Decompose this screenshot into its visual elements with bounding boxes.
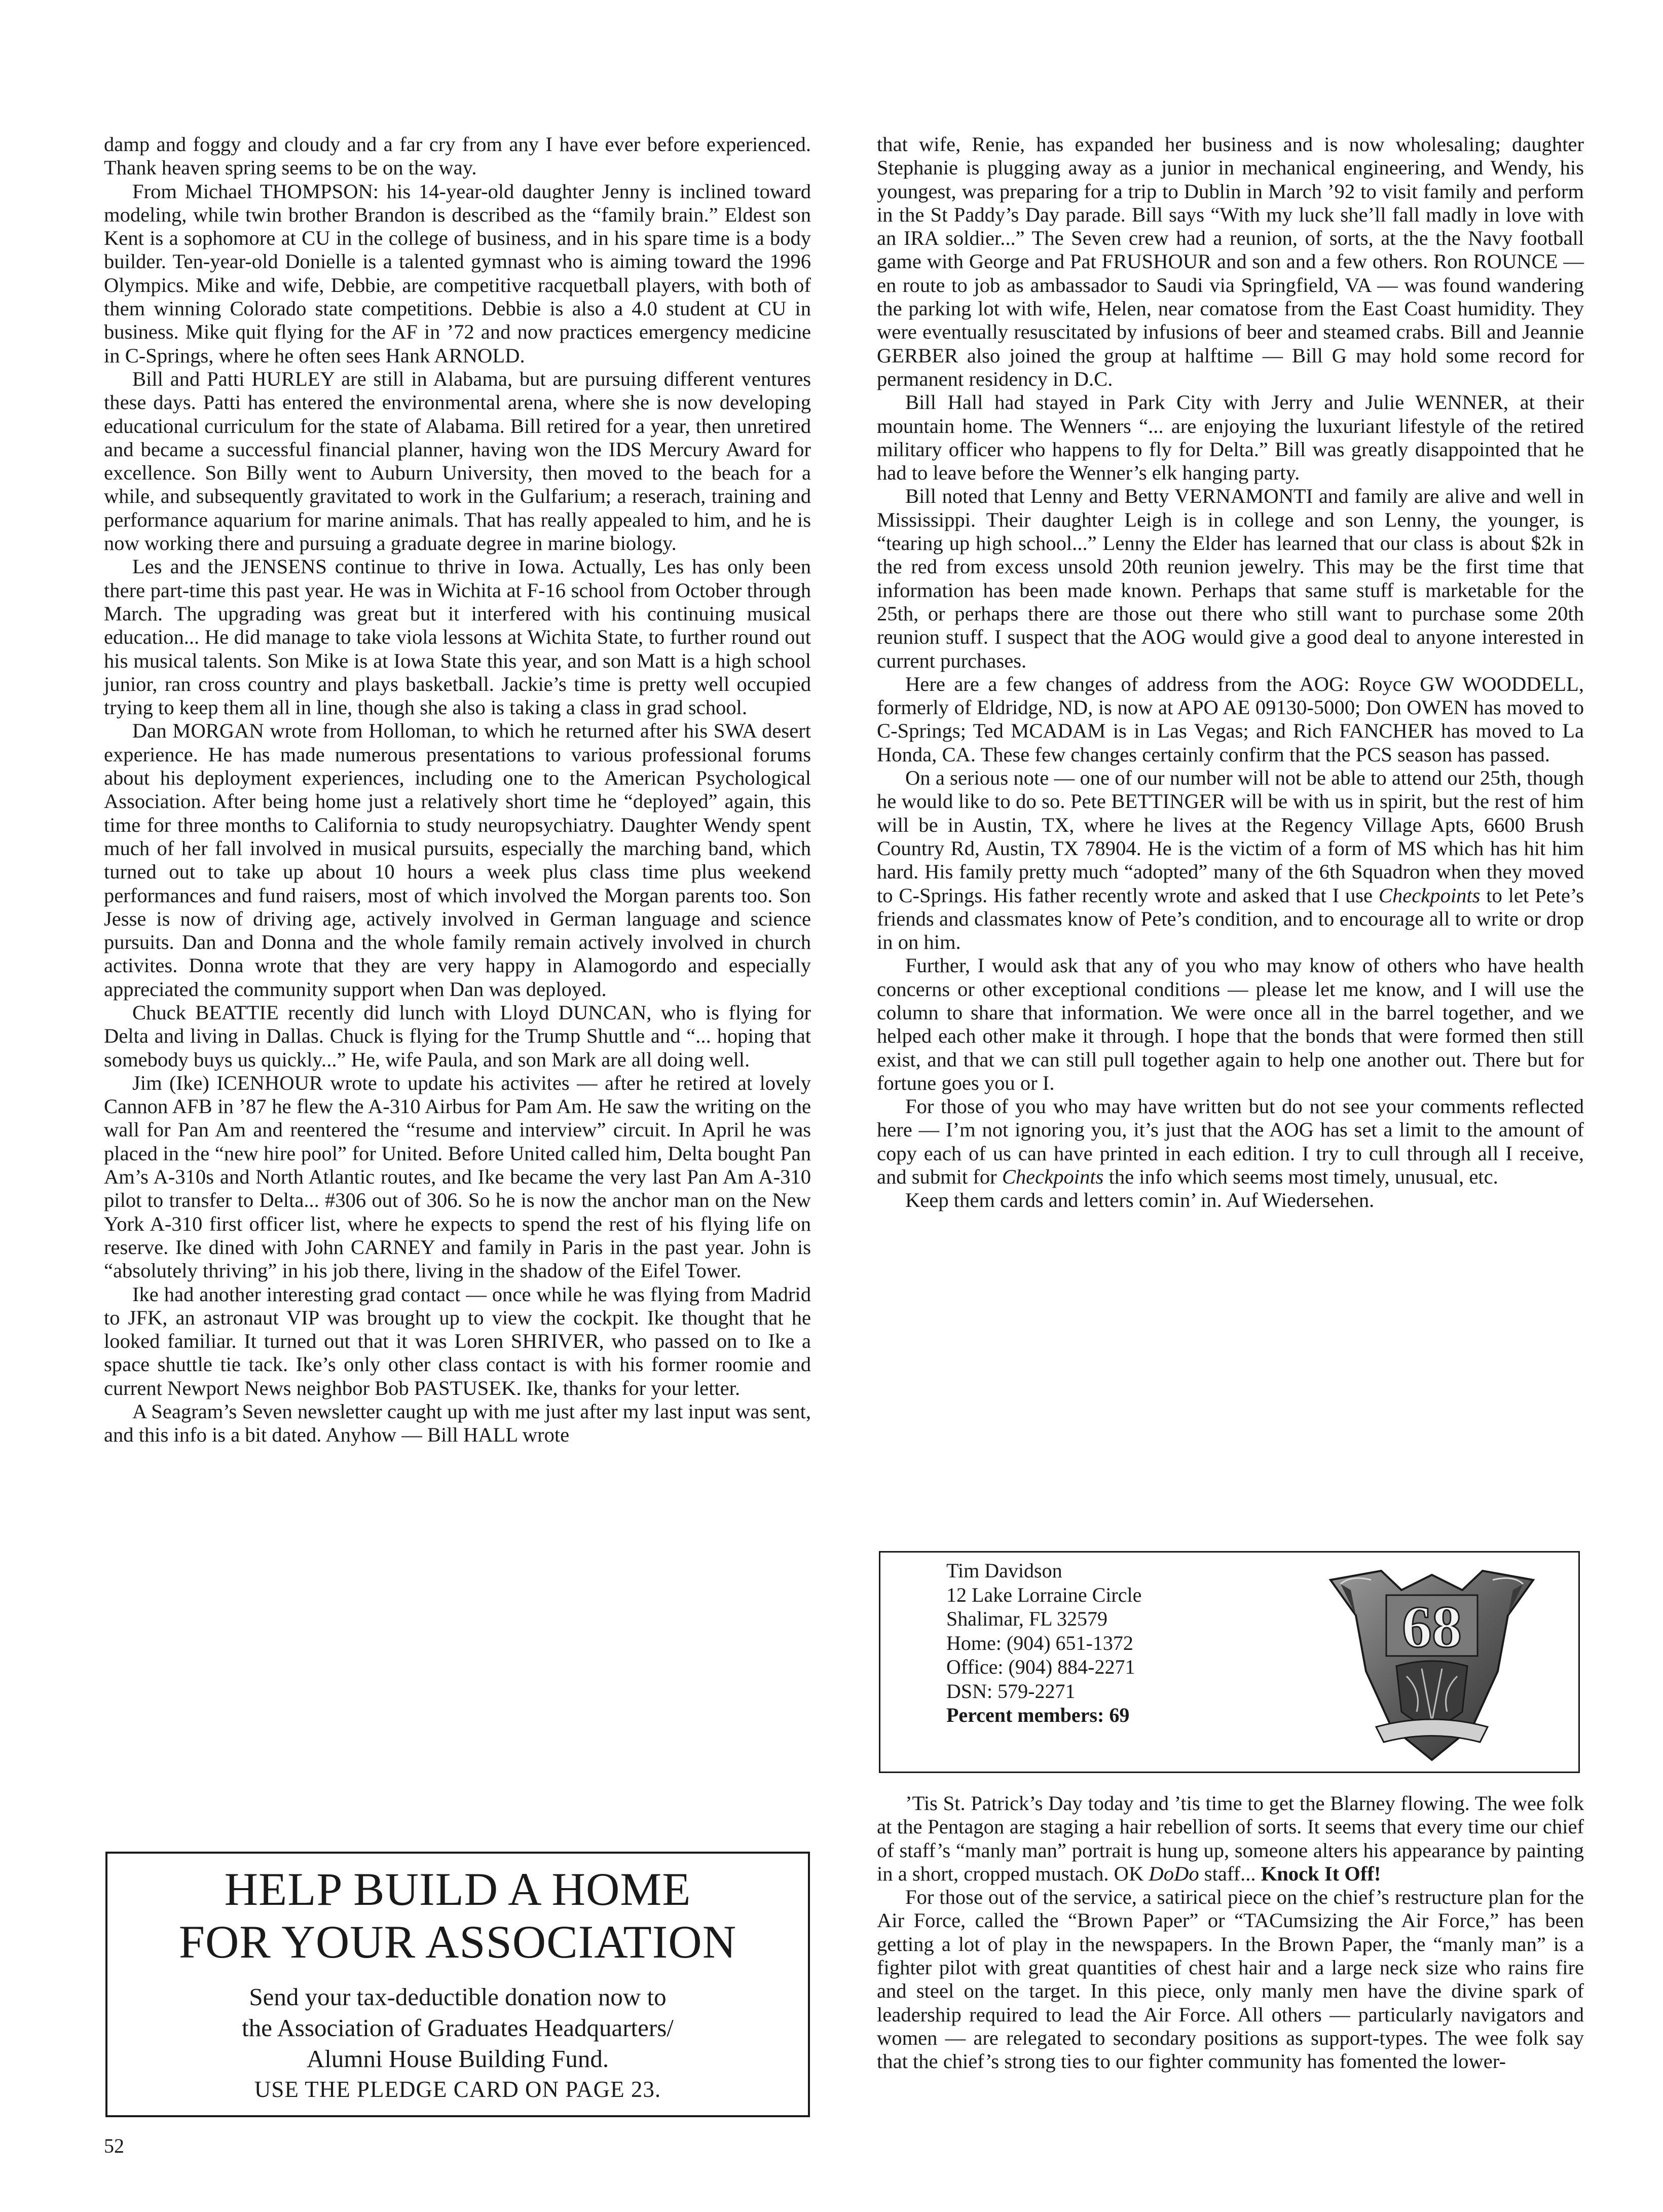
right-column-paragraph: For those of you who may have written but do not see your comments reflected here — I’m not ignoring you, it’s just that the AOG has set a limit to the amount of copy each of us can have printed in each edition. I try to cull through all I receive, and submit for Checkpoints the info which seems most timely, unusual, etc. xyxy=(877,1095,1584,1189)
italic-title: Checkpoints xyxy=(1378,883,1481,907)
ad-body-line-1: Send your tax-deductible donation now to xyxy=(249,1983,667,2011)
italic-title: Checkpoints xyxy=(1002,1165,1104,1189)
left-column-paragraph: damp and foggy and cloudy and a far cry from any I have ever before experienced. Thank heaven spring seems to be on the way. xyxy=(104,133,811,179)
right-column-paragraph: Bill Hall had stayed in Park City with Jerry and Julie WENNER, at their mountain home. The Wenners “... are enjoying the luxuriant lifestyle of the retired military officer who happens to fly for Delta.” Bill was greatly disappointed that he had to leave before the Wenner’s elk hanging party. xyxy=(877,391,1584,485)
ad-body-line-3: Alumni House Building Fund. xyxy=(306,2045,609,2073)
right-column-paragraph: Keep them cards and letters comin’ in. Auf Wiedersehen. xyxy=(905,1189,1375,1212)
left-column-paragraph: A Seagram’s Seven newsletter caught up with me just after my last input was sent, and this info is a bit dated. Anyhow — Bill HALL wrote xyxy=(104,1400,811,1447)
left-column-paragraph: Les and the JENSENS continue to thrive in Iowa. Actually, Les has only been there part-time this past year. He was in Wichita at F-16 school from October through March. The upgrading was great but it interfered with his continuing musical education... He did manage to take viola lessons at Wichita State, to further round out his musical talents. Son Mike is at Iowa State this year, and son Matt is a high school junior, ran cross country and plays basketball. Jackie’s time is pretty well occupied trying to keep them all in line, though she also is taking a class in grad school. xyxy=(104,555,811,719)
contact-address-line-1: 12 Lake Lorraine Circle xyxy=(946,1583,1142,1606)
contact-office-phone: Office: (904) 884-2271 xyxy=(946,1655,1135,1678)
left-column-paragraph: Ike had another interesting grad contact — once while he was flying from Madrid to JFK, an astronaut VIP was brought up to view the cockpit. Ike thought that he looked familiar. It turned out that it was Loren SHRIVER, who passed on to Ike a space shuttle tie tack. Ike’s only other class contact is with his former roomie and current Newport News neighbor Bob PASTUSEK. Ike, thanks for your letter. xyxy=(104,1282,811,1399)
crest-number: 68 xyxy=(1402,1594,1462,1660)
right-column-lower-paragraph: For those out of the service, a satirical piece on the chief’s restructure plan for the Air Force, called the “Brown Paper” or “TACumsizing the Air Force,” has been getting a lot of play in the newspapers. In the Brown Paper, the “manly man” is a fighter pilot with great quantities of chest hair and a large neck size who rains fire and steel on the target. In this piece, only manly men have the divine spark of leadership required to lead the Air Force. All others — particularly navigators and women — are relegated to secondary positions as support-types. The wee folk say that the chief’s strong ties to our fighter community has fomented the lower- xyxy=(877,1886,1584,2073)
ad-headline-line-2: FOR YOUR ASSOCIATION xyxy=(178,1916,737,1968)
ad-body-line-2: the Association of Graduates Headquarters/ xyxy=(242,2014,674,2042)
right-column-paragraph: On a serious note — one of our number will not be able to attend our 25th, though he would like to do so. Pete BETTINGER will be with us in spirit, but the rest of him will be in Austin, TX, where he lives at the Regency Village Apts, 6600 Brush Country Rd, Austin, TX 78904. He is the victim of a form of MS which has hit him hard. His family pretty much “adopted” many of the 6th Squadron when they moved to C-Springs. His father recently wrote and asked that I use Checkpoints to let Pete’s friends and classmates know of Pete’s condition, and to encourage all to write or drop in on him. xyxy=(877,766,1584,954)
left-column xyxy=(104,133,811,1447)
class-scribe-contact-box xyxy=(879,1551,1580,1773)
ad-body xyxy=(107,1981,808,2074)
contact-details xyxy=(946,1559,1141,1727)
right-column-lower-paragraph: ’Tis St. Patrick’s Day today and ’tis time to get the Blarney flowing. The wee folk at the Pentagon are staging a hair rebellion of sorts. It seems that every time our chief of staff’s “manly man” portrait is hung up, someone alters his appearance by painting in a short, cropped mustach. OK DoDo staff... Knock It Off! xyxy=(877,1792,1584,1885)
contact-percent-members: Percent members: 69 xyxy=(946,1704,1130,1726)
right-column-paragraph: Bill noted that Lenny and Betty VERNAMONTI and family are alive and well in Mississippi. Their daughter Leigh is in college and son Lenny, the younger, is “tearing up high school...” Lenny the Elder has learned that our class is about $2k in the red from excess unsold 20th reunion jewelry. This may be the first time that information has been made known. Perhaps that same stuff is marketable for the 25th, or perhaps there are those out there who still want to purchase some 20th reunion stuff. I suspect that the AOG would give a good deal to anyone interested in current purchases. xyxy=(877,485,1584,672)
page-number: 52 xyxy=(104,2134,124,2157)
contact-home-phone: Home: (904) 651-1372 xyxy=(946,1631,1133,1654)
left-column-paragraph: From Michael THOMPSON: his 14-year-old daughter Jenny is inclined toward modeling, while twin brother Brandon is described as the “family brain.” Eldest son Kent is a sophomore at CU in the college of business, and in his spare time is a body builder. Ten-year-old Donielle is a talented gymnast who is aiming toward the 1996 Olympics. Mike and wife, Debbie, are competitive racquetball players, with both of them winning Colorado state competitions. Debbie is also a 4.0 student at CU in business. Mike quit flying for the AF in ’72 and now practices emergency medicine in C-Springs, where he often sees Hank ARNOLD. xyxy=(104,179,811,367)
left-column-paragraph: Dan MORGAN wrote from Holloman, to which he returned after his SWA desert experience. He has made numerous presentations to various professional forums about his deployment experiences, including one to the American Psychological Association. After being home just a relatively short time he “deployed” again, this time for three months to California to study neuropsychiatry. Daughter Wendy spent much of her fall involved in musical pursuits, especially the marching band, which turned out to take up about 10 hours a week plus class time plus weekend performances and fund raisers, most of which involved the Morgan parents too. Son Jesse is now of driving age, actively involved in German language and science pursuits. Dan and Donna and the whole family remain actively involved in church activites. Donna wrote that they are very happy in Alamogordo and especially appreciated the community support when Dan was deployed. xyxy=(104,719,811,1001)
contact-address-line-2: Shalimar, FL 32579 xyxy=(946,1607,1108,1630)
contact-name: Tim Davidson xyxy=(946,1559,1062,1582)
ad-footer: USE THE PLEDGE CARD ON PAGE 23. xyxy=(254,2077,661,2102)
ad-headline xyxy=(107,1863,808,1968)
right-column-paragraph: that wife, Renie, has expanded her business and is now wholesaling; daughter Stephanie is plugging away as a junior in mechanical engineering, and Wendy, his youngest, was preparing for a trip to Dublin in March ’92 to visit family and perform in the St Paddy’s Day parade. Bill says “With my luck she’ll fall madly in love with an IRA soldier...” The Seven crew had a reunion, of sorts, at the the Navy football game with George and Pat FRUSHOUR and son and a few others. Ron ROUNCE — en route to job as ambassador to Saudi via Springfield, VA — was found wandering the parking lot with wife, Helen, near comatose from the East Coast humidity. They were eventually resuscitated by infusions of beer and steamed crabs. Bill and Jeannie GERBER also joined the group at halftime — Bill G may hold some record for permanent residency in D.C. xyxy=(877,133,1584,390)
donation-advertisement xyxy=(105,1852,810,2117)
italic-title: DoDo xyxy=(1149,1862,1199,1885)
left-column-paragraph: Chuck BEATTIE recently did lunch with Lloyd DUNCAN, who is flying for Delta and living in Dallas. Chuck is flying for the Trump Shuttle and “... hoping that somebody buys us quickly...” He, wife Paula, and son Mark are all doing well. xyxy=(104,1001,811,1071)
bold-phrase: Knock It Off! xyxy=(1261,1862,1381,1885)
class-crest-icon xyxy=(1320,1560,1543,1768)
right-column-paragraph: Here are a few changes of address from the AOG: Royce GW WOODDELL, formerly of Eldridge, ND, is now at APO AE 09130-5000; Don OWEN has moved to C-Springs; Ted MCADAM is in Las Vegas; and Rich FANCHER has moved to La Honda, CA. These few changes certainly confirm that the PCS season has passed. xyxy=(877,672,1584,766)
right-column-bottom-text xyxy=(877,1792,1584,2074)
left-column-paragraph: Jim (Ike) ICENHOUR wrote to update his activites — after he retired at lovely Cannon AFB in ’87 he flew the A-310 Airbus for Pam Am. He saw the writing on the wall for Pan Am and reentered the “resume and interview” circuit. In April he was placed in the “new hire pool” for United. Before United called him, Delta bought Pan Am’s A-310s and North Atlantic routes, and Ike became the very last Pan Am A-310 pilot to transfer to Delta... #306 out of 306. So he is now the anchor man on the New York A-310 first officer list, where he expects to spend the rest of his flying life on reserve. Ike dined with John CARNEY and family in Paris in the past year. John is “absolutely thriving” in his job there, living in the shadow of the Eifel Tower. xyxy=(104,1071,811,1282)
ad-headline-line-1: HELP BUILD A HOME xyxy=(224,1863,691,1915)
right-column-paragraph: Further, I would ask that any of you who may know of others who have health concerns or other exceptional conditions — please let me know, and I will use the column to share that information. We were once all in the barrel together, and we helped each other make it through. I hope that the bonds that were formed then still exist, and that we can still pull together again to help one another out. There but for fortune goes you or I. xyxy=(877,954,1584,1094)
contact-dsn: DSN: 579-2271 xyxy=(946,1679,1076,1703)
right-column-top-text xyxy=(877,133,1584,1212)
left-column-paragraph: Bill and Patti HURLEY are still in Alabama, but are pursuing different ventures these days. Patti has entered the environmental arena, where she is now developing educational curriculum for the state of Alabama. Bill retired for a year, then unretired and became a successful financial planner, having won the IDS Mercury Award for excellence. Son Billy went to Auburn University, then moved to the beach for a while, and subsequently gravitated to work in the Gulfarium; a reserach, training and performance aquarium for marine animals. That has really appealed to him, and he is now working there and pursuing a graduate degree in marine biology. xyxy=(104,367,811,555)
